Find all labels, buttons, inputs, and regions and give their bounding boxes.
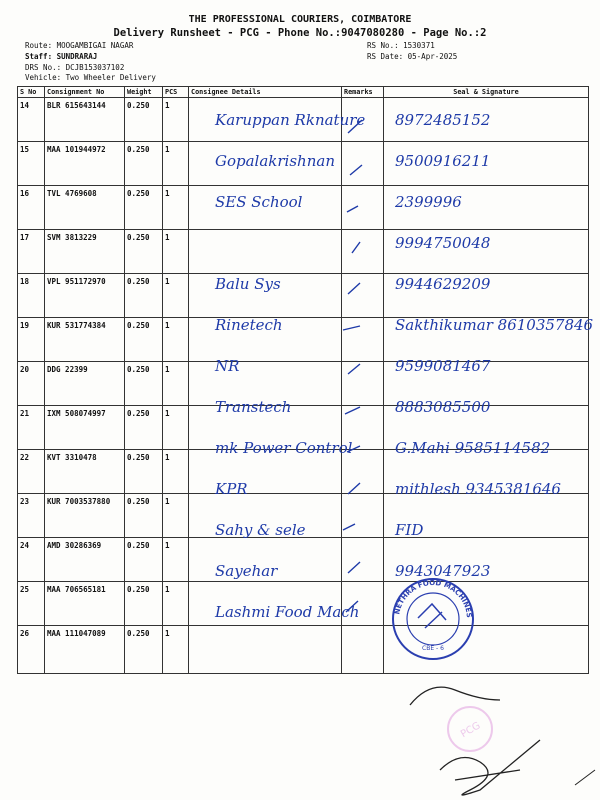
- cell-signature: [384, 450, 589, 494]
- cell-consignee: [189, 626, 342, 674]
- cell-weight: 0.250: [125, 362, 163, 406]
- table-row: [18, 494, 589, 538]
- staff-signature: [410, 687, 540, 795]
- cell-sno: 20: [18, 362, 45, 406]
- cell-consignment: AMD 30286369: [45, 538, 125, 582]
- cell-pcs: 1: [163, 230, 189, 274]
- cell-sno: 19: [18, 318, 45, 362]
- company-title: THE PROFESSIONAL COURIERS, COIMBATORE: [188, 14, 412, 25]
- handwritten-consignee: Balu Sys: [215, 275, 281, 293]
- col-remarks: Remarks: [342, 87, 384, 98]
- cell-consignee: [189, 538, 342, 582]
- cell-consignment: BLR 615643144: [45, 98, 125, 142]
- cell-remarks: [342, 318, 384, 362]
- drs-label: DRS No.: DCJB153037102: [25, 63, 125, 72]
- table-row: [18, 450, 589, 494]
- cell-consignee: [189, 186, 342, 230]
- handwritten-consignee: Rinetech: [215, 316, 283, 334]
- cell-sno: 23: [18, 494, 45, 538]
- cell-signature: [384, 230, 589, 274]
- cell-signature: [384, 318, 589, 362]
- cell-weight: 0.250: [125, 406, 163, 450]
- cell-remarks: [342, 538, 384, 582]
- handwritten-signature: 2399996: [395, 193, 462, 211]
- handwritten-signature: 9944629209: [395, 275, 491, 293]
- handwritten-consignee: Transtech: [215, 398, 292, 416]
- cell-consignment: MAA 111047089: [45, 626, 125, 674]
- table-row: [18, 186, 589, 230]
- col-sno: S No: [18, 87, 45, 98]
- cell-consignee: [189, 98, 342, 142]
- cell-weight: 0.250: [125, 142, 163, 186]
- stamp-outer-text: NETHRA FOOD MACHINES: [393, 578, 474, 619]
- cell-signature: [384, 494, 589, 538]
- cell-signature: [384, 582, 589, 626]
- cell-pcs: 1: [163, 362, 189, 406]
- col-signature: Seal & Signature: [384, 87, 589, 98]
- cell-signature: [384, 538, 589, 582]
- cell-consignment: DDG 22399: [45, 362, 125, 406]
- cell-consignee: [189, 494, 342, 538]
- cell-consignee: [189, 318, 342, 362]
- handwritten-signature: 9500916211: [395, 152, 491, 170]
- cell-remarks: [342, 186, 384, 230]
- cell-signature: [384, 186, 589, 230]
- pcg-stamp: [448, 707, 492, 751]
- col-consignment: Consignment No: [45, 87, 125, 98]
- table-row: [18, 142, 589, 186]
- pcg-stamp-text: PCG: [459, 720, 483, 741]
- cell-consignee: [189, 450, 342, 494]
- cell-pcs: 1: [163, 186, 189, 230]
- handwritten-signature: 8883085500: [395, 398, 491, 416]
- col-consignee: Consignee Details: [189, 87, 342, 98]
- handwritten-signature: Sakthikumar 8610357846: [395, 316, 594, 334]
- handwritten-signature: 9943047923: [395, 562, 491, 580]
- cell-consignment: SVM 3813229: [45, 230, 125, 274]
- cell-remarks: [342, 98, 384, 142]
- table-row: [18, 98, 589, 142]
- cell-sno: 21: [18, 406, 45, 450]
- cell-remarks: [342, 274, 384, 318]
- cell-remarks: [342, 450, 384, 494]
- cell-remarks: [342, 406, 384, 450]
- cell-remarks: [342, 626, 384, 674]
- col-pcs: PCS: [163, 87, 189, 98]
- cell-consignee: [189, 142, 342, 186]
- cell-remarks: [342, 142, 384, 186]
- handwritten-consignee: Karuppan Rknature: [215, 111, 366, 129]
- handwritten-consignee: NR: [215, 357, 240, 375]
- cell-weight: 0.250: [125, 582, 163, 626]
- cell-sno: 25: [18, 582, 45, 626]
- handwritten-signature: 9994750048: [395, 234, 491, 252]
- cell-consignment: IXM 508074997: [45, 406, 125, 450]
- cell-consignee: [189, 274, 342, 318]
- cell-sno: 24: [18, 538, 45, 582]
- cell-consignment: VPL 951172970: [45, 274, 125, 318]
- cell-weight: 0.250: [125, 538, 163, 582]
- cell-weight: 0.250: [125, 494, 163, 538]
- handwritten-signature: mithlesh 9345381646: [395, 480, 561, 498]
- cell-consignee: [189, 582, 342, 626]
- cell-signature: [384, 406, 589, 450]
- cell-pcs: 1: [163, 494, 189, 538]
- cell-pcs: 1: [163, 318, 189, 362]
- rs-date: RS Date: 05-Apr-2025: [367, 52, 458, 61]
- cell-weight: 0.250: [125, 230, 163, 274]
- table-row: [18, 406, 589, 450]
- cell-sno: 22: [18, 450, 45, 494]
- runsheet-subtitle: Delivery Runsheet - PCG - Phone No.:9047080280 - Page No.:2: [113, 27, 487, 39]
- handwritten-consignee: mk Power Control: [215, 439, 353, 457]
- cell-weight: 0.250: [125, 274, 163, 318]
- handwritten-consignee: SES School: [215, 193, 303, 211]
- cell-consignment: TVL 4769608: [45, 186, 125, 230]
- route-label: Route: MOOGAMBIGAI NAGAR: [25, 41, 134, 50]
- table-row: [18, 230, 589, 274]
- cell-weight: 0.250: [125, 626, 163, 674]
- cell-sno: 18: [18, 274, 45, 318]
- cell-weight: 0.250: [125, 98, 163, 142]
- table-row: [18, 626, 589, 674]
- cell-remarks: [342, 230, 384, 274]
- cell-consignment: MAA 706565181: [45, 582, 125, 626]
- handwritten-consignee: Sahy & sele: [215, 521, 306, 539]
- table-row: [18, 538, 589, 582]
- cell-signature: [384, 626, 589, 674]
- cell-consignee: [189, 362, 342, 406]
- runsheet-table: [17, 86, 589, 674]
- cell-remarks: [342, 494, 384, 538]
- cell-signature: [384, 362, 589, 406]
- table-row: [18, 362, 589, 406]
- table-header-row: [18, 87, 589, 98]
- cell-remarks: [342, 362, 384, 406]
- cell-signature: [384, 274, 589, 318]
- cell-sno: 17: [18, 230, 45, 274]
- cell-pcs: 1: [163, 406, 189, 450]
- table-row: [18, 274, 589, 318]
- cell-weight: 0.250: [125, 186, 163, 230]
- cell-weight: 0.250: [125, 450, 163, 494]
- handwritten-consignee: Sayehar: [215, 562, 278, 580]
- cell-pcs: 1: [163, 142, 189, 186]
- handwritten-signature: G.Mahi 9585114582: [395, 439, 551, 457]
- cell-consignment: KVT 3310478: [45, 450, 125, 494]
- cell-signature: [384, 98, 589, 142]
- cell-weight: 0.250: [125, 318, 163, 362]
- handwritten-signature: FID: [395, 521, 424, 539]
- rs-number: RS No.: 1530371: [367, 41, 435, 50]
- vehicle-label: Vehicle: Two Wheeler Delivery: [25, 73, 156, 82]
- cell-consignment: KUR 531774384: [45, 318, 125, 362]
- cell-pcs: 1: [163, 582, 189, 626]
- table-row: [18, 582, 589, 626]
- cell-consignment: MAA 101944972: [45, 142, 125, 186]
- cell-pcs: 1: [163, 274, 189, 318]
- cell-sno: 14: [18, 98, 45, 142]
- handwritten-consignee: Gopalakrishnan: [215, 152, 335, 170]
- cell-consignee: [189, 406, 342, 450]
- cell-pcs: 1: [163, 450, 189, 494]
- col-weight: Weight: [125, 87, 163, 98]
- stamp-inner-text: CBE - 6: [422, 645, 444, 652]
- cell-pcs: 1: [163, 626, 189, 674]
- handwritten-consignee: Lashmi Food Mach: [215, 603, 360, 621]
- handwritten-consignee: KPR: [215, 480, 248, 498]
- staff-label: Staff: SUNDRARAJ: [25, 52, 98, 61]
- handwritten-signature: 9599081467: [395, 357, 491, 375]
- table-row: [18, 318, 589, 362]
- cell-consignee: [189, 230, 342, 274]
- cell-sno: 15: [18, 142, 45, 186]
- cell-pcs: 1: [163, 538, 189, 582]
- cell-pcs: 1: [163, 98, 189, 142]
- cell-signature: [384, 142, 589, 186]
- handwritten-signature: 8972485152: [395, 111, 491, 129]
- cell-remarks: [342, 582, 384, 626]
- cell-sno: 26: [18, 626, 45, 674]
- cell-consignment: KUR 7003537880: [45, 494, 125, 538]
- cell-sno: 16: [18, 186, 45, 230]
